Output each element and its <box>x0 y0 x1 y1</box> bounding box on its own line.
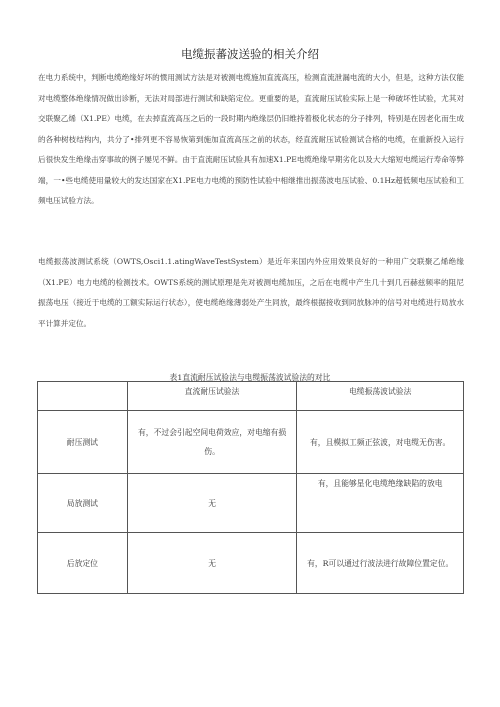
table-header-cell: 电缆振荡波试验法 <box>297 382 464 411</box>
document-title: 电缆振蕃波送验的相关介绍 <box>181 47 319 61</box>
comparison-table <box>37 381 464 594</box>
table-cell: 有，且模拟工频正弦波，对电缆无伤害。 <box>297 411 464 474</box>
table-cell: 耐压测试 <box>38 411 128 474</box>
table-caption: 表1直流耐压试验法与电缆振荡波试验法的对比 <box>169 373 331 382</box>
paragraph-2: 电缆振荡波测试系统（OWTS,Osci1.1.atingWaveTestSystem）是近年来国内外应用效果良好的一种用广交联聚乙烯绝缘（X1.PE）电力电缆的检测技术。OWTS系统的测试原理是先对被测电缆加压，之后在电缆中产生几十到几百赫兹频率的阻尼振荡电压（接近于电缆的工额实际运行状态），使电缆绝缘薄弱处产生同放，最终根据接收到同放脉冲的信号对电缆进行局放水平计算并定位。 <box>38 257 464 328</box>
paragraph-1: 在电力系统中，判断电缆绝缘好坏的惯用测试方法是对被测电缆施加直流高压，检测直流泄漏电流的大小，但是，这种方法仅能对电缆整体绝缘情况做出诊断，无法对局部进行测试和缺陷定位。更重要的是，直流耐压试验实际上是一种破坏性试验，尤其对交联聚乙烯（X1.PE）电缆，在去掉直流高压之后的一段时期内绝缘层仍旧维持着极化状态的分子排列，特别是在因老化而生成的各种树枝结构内，共分了•排列更不容易恢第到施加直流高压之前的状态，经直流耐压试验测试合格的电缆，在重新投入运行后很快发生绝缘击穿事故的例子屡见不鲜。由于直流耐压试验具有加速X1.PE电缆绝缘早期劣化以及大大缩短电缆运行寿命等弊端，一•些电缆使用量较大的发达国家在X1.PE电力电缆的预防性试验中相继推出振荡波电压试验、0.1Hz超低频电压试验和工频电压试验方法。 <box>38 73 464 205</box>
table-cell: 局放测试 <box>38 474 128 533</box>
table-row <box>38 411 464 474</box>
table-cell: 无 <box>127 533 297 594</box>
table-cell: 后放定位 <box>38 533 128 594</box>
table-row <box>38 533 464 594</box>
table-header-row <box>38 382 464 411</box>
table-cell: 有，R可以通过行波法进行故障位置定位。 <box>297 533 464 594</box>
table-cell: 有，不过会引起空间电荷效应，对电缩有损伤。 <box>127 411 297 474</box>
table-header-cell <box>38 382 128 411</box>
table-cell: 无 <box>127 474 297 533</box>
table-cell: 有，且能够星化电缆绝缘缺陷的放电 <box>297 474 464 533</box>
table-header-cell: 直流耐压试验法 <box>127 382 297 411</box>
table-row <box>38 474 464 533</box>
